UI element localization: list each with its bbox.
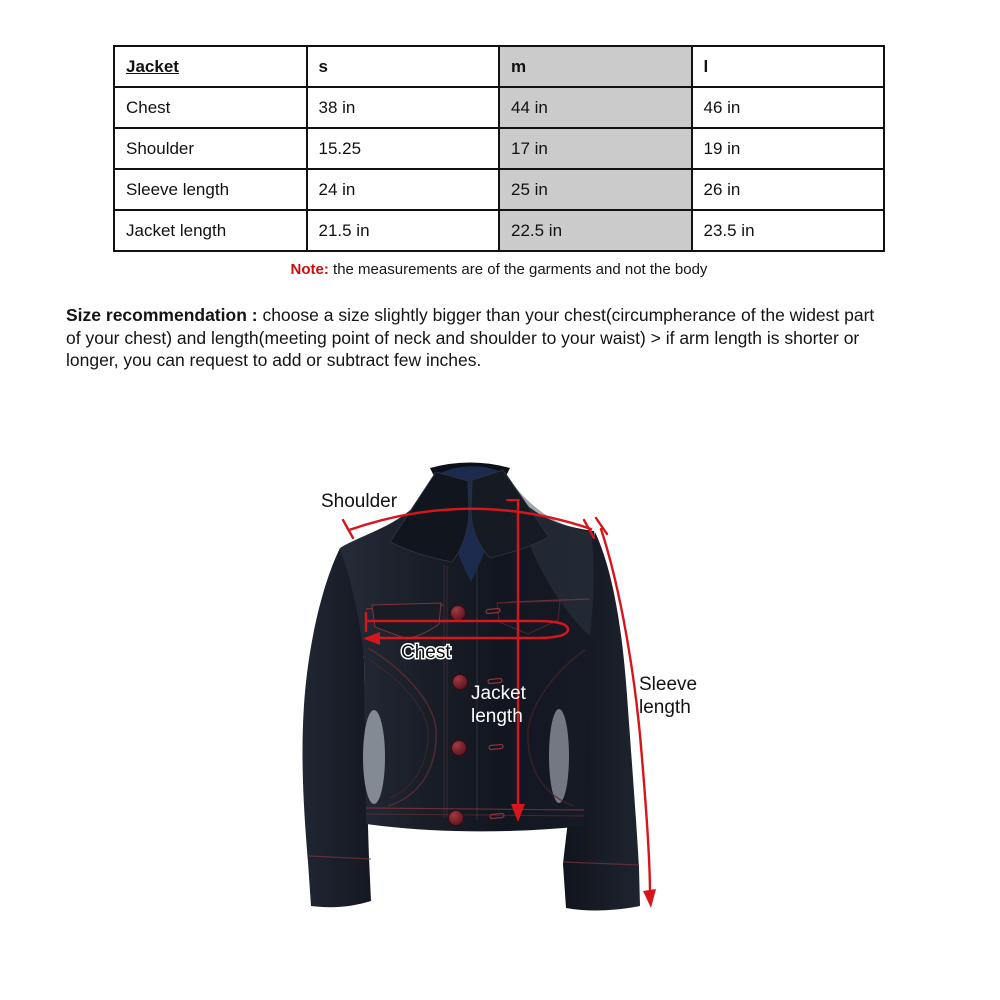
row-label: Shoulder <box>114 128 307 169</box>
cell-s: 15.25 <box>307 128 500 169</box>
row-label: Jacket length <box>114 210 307 251</box>
column-header-m: m <box>499 46 692 87</box>
cell-s: 38 in <box>307 87 500 128</box>
right-pocket-lining <box>549 709 569 803</box>
note-text: the measurements are of the garments and not the body <box>328 261 708 278</box>
sleeve-length-label-line1: Sleeve <box>639 674 698 695</box>
jacket-button <box>451 606 466 621</box>
row-label: Sleeve length <box>114 169 307 210</box>
sleeve-length-arrowhead <box>643 889 656 908</box>
cell-s: 21.5 in <box>307 210 500 251</box>
cell-m: 44 in <box>499 87 692 128</box>
cell-l: 46 in <box>692 87 885 128</box>
cell-m: 25 in <box>499 169 692 210</box>
size-recommendation-line1: choose a size slightly bigger than your chest(circumpherance of the widest part <box>257 305 875 325</box>
size-recommendation-line2: of your chest) and length(meeting point of neck and shoulder to your waist) > if arm length is shorter or <box>66 327 860 348</box>
note-label: Note: <box>290 261 329 278</box>
column-header-jacket: Jacket <box>114 46 307 87</box>
chest-label: Chest <box>401 642 451 663</box>
cell-m: 17 in <box>499 128 692 169</box>
jacket-button <box>452 741 467 756</box>
cell-l: 19 in <box>692 128 885 169</box>
size-recommendation-line3: longer, you can request to add or subtract few inches. <box>66 350 482 370</box>
column-header-l: l <box>692 46 885 87</box>
cell-l: 23.5 in <box>692 210 885 251</box>
jacket-button <box>449 811 464 826</box>
cell-m: 22.5 in <box>499 210 692 251</box>
cell-l: 26 in <box>692 169 885 210</box>
sleeve-length-label-line2: length <box>639 697 691 718</box>
size-recommendation-label: Size recommendation : <box>66 305 258 325</box>
shoulder-label: Shoulder <box>321 491 398 512</box>
cell-s: 24 in <box>307 169 500 210</box>
row-label: Chest <box>114 87 307 128</box>
jacket-button <box>453 675 468 690</box>
jacket-length-label-line2: length <box>471 706 523 727</box>
jacket-length-label-line1: Jacket <box>471 683 526 704</box>
left-pocket-lining <box>363 710 385 804</box>
column-header-s: s <box>307 46 500 87</box>
